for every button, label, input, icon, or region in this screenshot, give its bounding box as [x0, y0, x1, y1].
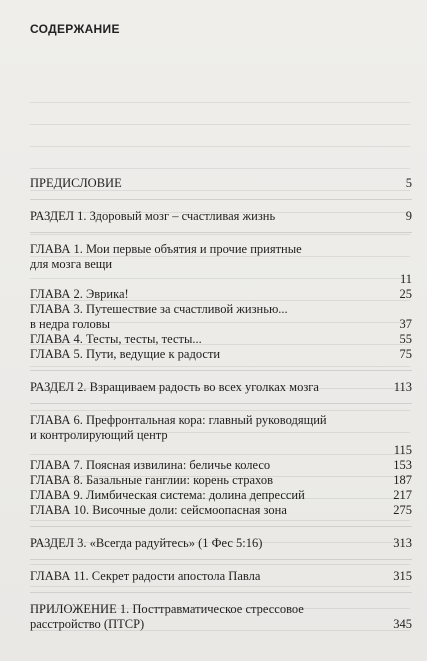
toc-entry [30, 443, 412, 458]
divider [30, 199, 412, 200]
toc-entry-page: 37 [399, 317, 412, 331]
toc-entry-title: РАЗДЕЛ 1. Здоровый мозг – счастливая жизнь [30, 209, 276, 223]
toc-entry-title-cont: и контролирующий центр [30, 428, 168, 442]
toc-entry-title: ГЛАВА 2. Эврика! [30, 287, 129, 301]
toc-entry-title-cont: расстройство (ПТСР) [30, 617, 145, 631]
toc-entry [30, 380, 412, 395]
page-heading: СОДЕРЖАНИЕ [30, 22, 120, 36]
toc-entry-title: ПРЕДИСЛОВИЕ [30, 176, 122, 190]
toc-entry-title: ГЛАВА 11. Секрет радости апостола Павла [30, 569, 261, 583]
toc-entry [30, 257, 412, 272]
toc-entry-title: РАЗДЕЛ 2. Взращиваем радость во всех уголках мозга [30, 380, 319, 394]
divider [30, 592, 412, 593]
toc-entry-title: ГЛАВА 8. Базальные ганглии: корень страхов [30, 473, 273, 487]
toc-entry-title-cont: для мозга вещи [30, 257, 113, 271]
divider [30, 403, 412, 404]
toc-entry [30, 617, 412, 632]
toc-entry-page: 113 [393, 380, 412, 394]
toc-entry [30, 413, 412, 428]
divider [30, 232, 412, 233]
toc-entry [30, 347, 412, 362]
toc-entry [30, 287, 412, 302]
toc-entry [30, 302, 412, 317]
toc-entry-page: 345 [393, 617, 412, 631]
toc-entry [30, 272, 412, 287]
toc-entry-page: 315 [393, 569, 412, 583]
toc-entry-page: 275 [393, 503, 412, 517]
toc-entry [30, 209, 412, 224]
toc-entry-page: 313 [393, 536, 412, 550]
toc-entry [30, 602, 412, 617]
toc-entry-title: ГЛАВА 10. Височные доли: сейсмоопасная зона [30, 503, 287, 517]
toc-entry-page: 55 [399, 332, 412, 346]
toc-entry-page: 5 [405, 176, 412, 190]
toc-entry-title: ГЛАВА 5. Пути, ведущие к радости [30, 347, 221, 361]
toc-entry [30, 242, 412, 257]
toc-entry [30, 473, 412, 488]
toc-entry-page: 217 [393, 488, 412, 502]
toc-entry-title-cont: в недра головы [30, 317, 111, 331]
toc-entry-title: ГЛАВА 6. Префронтальная кора: главный руководящий [30, 413, 327, 427]
divider [30, 370, 412, 371]
divider [30, 526, 412, 527]
toc-entry-page: 153 [393, 458, 412, 472]
toc-entry [30, 317, 412, 332]
table-of-contents [30, 176, 412, 632]
toc-entry [30, 428, 412, 443]
toc-entry-page: 11 [399, 272, 412, 286]
toc-entry-page: 75 [399, 347, 412, 361]
toc-entry [30, 458, 412, 473]
toc-entry-page: 115 [393, 443, 412, 457]
toc-entry [30, 569, 412, 584]
toc-entry-page: 9 [405, 209, 412, 223]
toc-entry-page: 187 [393, 473, 412, 487]
toc-entry [30, 176, 412, 191]
toc-entry [30, 503, 412, 518]
toc-entry-title: ГЛАВА 3. Путешествие за счастливой жизнью... [30, 302, 288, 316]
toc-entry [30, 332, 412, 347]
toc-entry [30, 488, 412, 503]
toc-entry [30, 536, 412, 551]
toc-entry-title: ПРИЛОЖЕНИЕ 1. Посттравматическое стрессовое [30, 602, 304, 616]
toc-entry-title: ГЛАВА 1. Мои первые объятия и прочие приятные [30, 242, 302, 256]
toc-entry-title: ГЛАВА 9. Лимбическая система: долина депрессий [30, 488, 305, 502]
divider [30, 559, 412, 560]
toc-entry-title: ГЛАВА 7. Поясная извилина: беличье колесо [30, 458, 271, 472]
toc-entry-page: 25 [399, 287, 412, 301]
toc-entry-title: ГЛАВА 4. Тесты, тесты, тесты... [30, 332, 202, 346]
toc-entry-title: РАЗДЕЛ 3. «Всегда радуйтесь» (1 Фес 5:16) [30, 536, 263, 550]
